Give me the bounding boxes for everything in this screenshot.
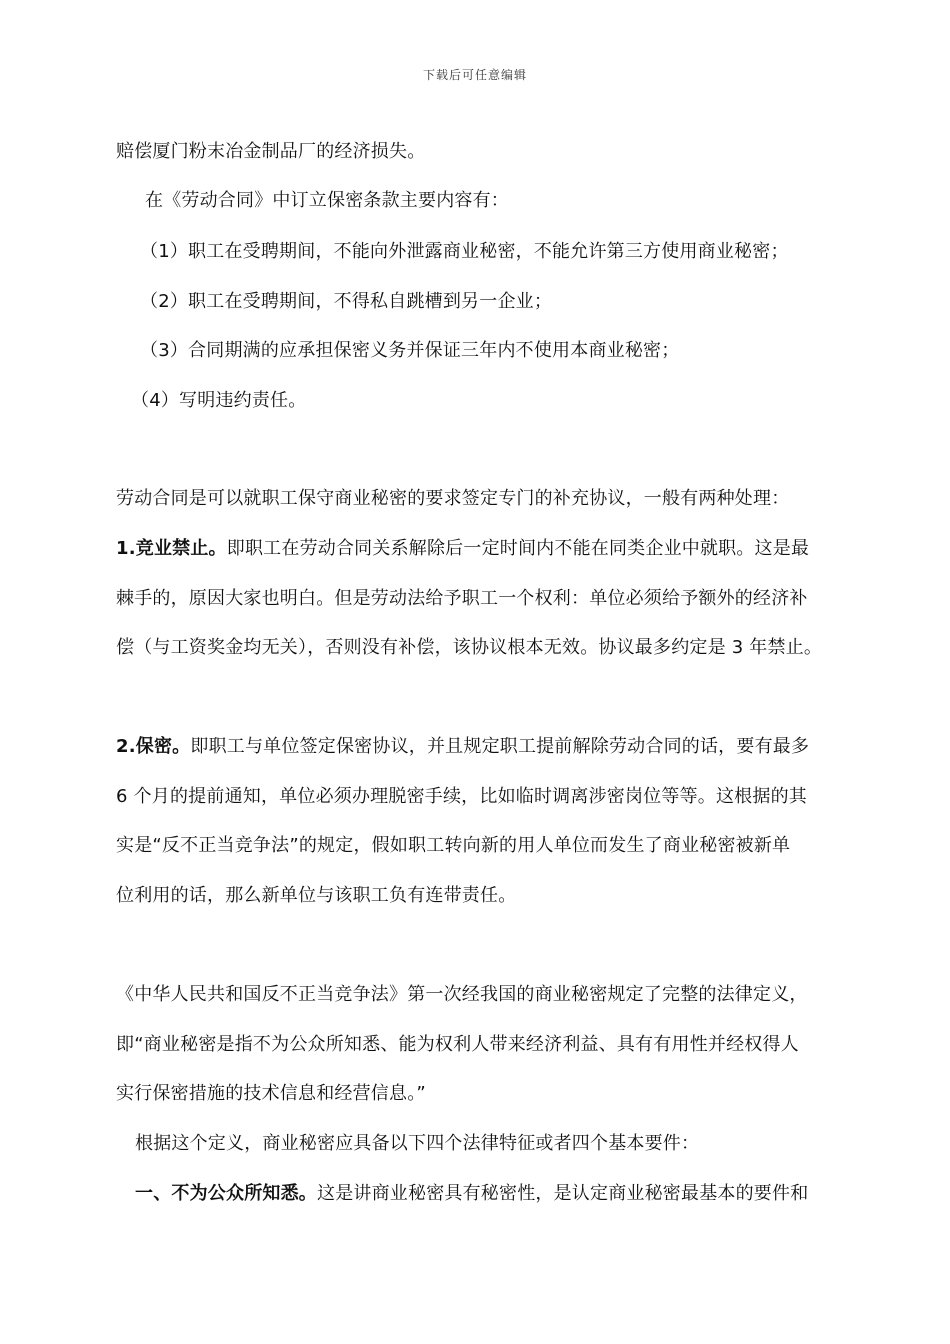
section-noncompete-text: 即职工在劳动合同关系解除后一定时间内不能在同类企业中就职。这是最 bbox=[226, 538, 810, 559]
list-item-1: （1）职工在受聘期间，不能向外泄露商业秘密，不能允许第三方使用商业秘密； bbox=[140, 241, 789, 262]
section-noncompete-line1 bbox=[116, 537, 809, 561]
list-item-4: （4）写明违约责任。 bbox=[131, 390, 307, 411]
paragraph-contract-intro: 在《劳动合同》中订立保密条款主要内容有： bbox=[145, 190, 509, 211]
section-confidentiality-line1 bbox=[116, 735, 809, 759]
paragraph-four-elements: 根据这个定义，商业秘密应具备以下四个法律特征或者四个基本要件： bbox=[135, 1133, 700, 1154]
list-item-2: （2）职工在受聘期间，不得私自跳槽到另一企业； bbox=[140, 291, 553, 312]
element-one-title: 一、不为公众所知悉。 bbox=[135, 1183, 317, 1204]
section-noncompete-line2: 棘手的，原因大家也明白。但是劳动法给予职工一个权利：单位必须给予额外的经济补 bbox=[116, 588, 808, 609]
element-one-text: 这是讲商业秘密具有秘密性，是认定商业秘密最基本的要件和 bbox=[317, 1183, 809, 1204]
list-item-3: （3）合同期满的应承担保密义务并保证三年内不使用本商业秘密； bbox=[140, 340, 680, 361]
section-noncompete-line3: 偿（与工资奖金均无关），否则没有补偿，该协议根本无效。协议最多约定是 3 年禁止。 bbox=[116, 637, 823, 658]
paragraph-element-one bbox=[135, 1182, 808, 1206]
page-header: 下载后可任意编辑 bbox=[422, 68, 527, 82]
section-confidentiality-line3: 实是“反不正当竞争法”的规定，假如职工转向新的用人单位而发生了商业秘密被新单 bbox=[116, 835, 791, 856]
section-confidentiality-text: 即职工与单位签定保密协议，并且规定职工提前解除劳动合同的话，要有最多 bbox=[190, 736, 810, 757]
paragraph-compensation: 赔偿厦门粉末冶金制品厂的经济损失。 bbox=[116, 141, 426, 162]
paragraph-law-definition-line1: 《中华人民共和国反不正当竞争法》第一次经我国的商业秘密规定了完整的法律定义， bbox=[116, 984, 808, 1005]
section-confidentiality-line4: 位利用的话，那么新单位与该职工负有连带责任。 bbox=[116, 885, 517, 906]
paragraph-law-definition-line3: 实行保密措施的技术信息和经营信息。” bbox=[116, 1083, 426, 1104]
section-noncompete-title: 1.竞业禁止。 bbox=[116, 538, 227, 559]
paragraph-law-definition-line2: 即“商业秘密是指不为公众所知悉、能为权利人带来经济利益、具有有用性并经权得人 bbox=[116, 1034, 799, 1055]
paragraph-supplementary-agreement: 劳动合同是可以就职工保守商业秘密的要求签定专门的补充协议，一般有两种处理： bbox=[116, 488, 790, 509]
section-confidentiality-title: 2.保密。 bbox=[116, 736, 191, 757]
section-confidentiality-line2: 6 个月的提前通知，单位必须办理脱密手续，比如临时调离涉密岗位等等。这根据的其 bbox=[116, 786, 807, 807]
